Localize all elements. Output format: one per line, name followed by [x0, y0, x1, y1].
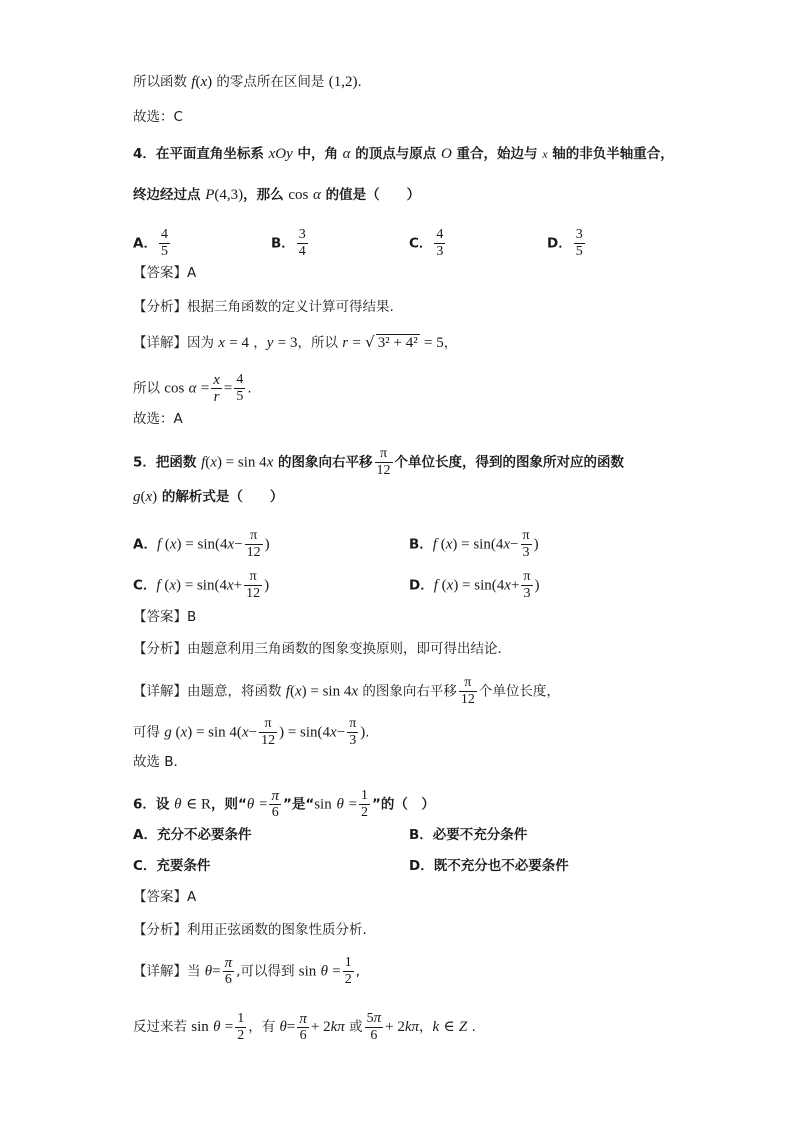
- prev-answer-choice: 故选：C: [133, 109, 183, 125]
- q6-detail-line1: 【详解】当 θ= $\frac{\pi}{6}$ ,可以得到 sin θ = $\frac{1}{2}$ ,: [133, 955, 360, 987]
- q4-option-a[interactable]: A． $\frac{4}{5}$: [133, 227, 168, 259]
- q5-option-a[interactable]: A．f (x) = sin(4x− $\frac{\pi}{12}$ ): [133, 528, 270, 560]
- q6-option-a[interactable]: A．充分不必要条件: [133, 827, 252, 843]
- q4-option-d[interactable]: D． $\frac{3}{5}$: [547, 227, 583, 259]
- prev-conclusion: 所以函数 f(x) 的零点所在区间是 (1,2).: [133, 74, 362, 90]
- q5-option-b[interactable]: B．f (x) = sin(4x− $\frac{\pi}{3}$ ): [409, 528, 539, 560]
- q4-option-c[interactable]: C． $\frac{4}{3}$: [409, 227, 444, 259]
- q4-stem-line2: 终边经过点 P(4,3)，那么 cos α 的值是（ ）: [133, 187, 421, 203]
- q6-answer: 【答案】A: [133, 889, 197, 905]
- q4-detail-line2: 所以 cos α = $\frac{x}{r}$ = $\frac{4}{5}$ .: [133, 372, 252, 405]
- q6-detail-line2: 反过来若 sin θ = $\frac{1}{2}$ ，有 θ= $\frac{\pi}{6}$ + 2kπ 或 $\frac{5\pi}{6}$ + 2kπ，k ∈ Z .: [133, 1010, 476, 1043]
- q4-stem-line1: 4．在平面直角坐标系 xOy 中，角 α 的顶点与原点 O 重合，始边与 x 轴的非负半轴重合，: [133, 146, 674, 162]
- q4-analysis: 【分析】根据三角函数的定义计算可得结果.: [133, 299, 394, 315]
- q5-stem-line1: 5．把函数 f(x) = sin 4x 的图象向右平移 $\frac{\pi}{12}$ 个单位长度，得到的图象所对应的函数: [133, 446, 625, 478]
- q5-answer: 【答案】B: [133, 609, 197, 625]
- q5-option-c[interactable]: C．f (x) = sin(4x+ $\frac{\pi}{12}$ ): [133, 569, 270, 601]
- q5-option-d[interactable]: D．f (x) = sin(4x+ $\frac{\pi}{3}$ ): [409, 569, 540, 601]
- q5-detail-line1: 【详解】由题意，将函数 f(x) = sin 4x 的图象向右平移 $\frac{\pi}{12}$ 个单位长度，: [133, 675, 560, 707]
- q5-detail-line2: 可得 g (x) = sin 4(x− $\frac{\pi}{12}$ ) = sin(4x− $\frac{\pi}{3}$ ).: [133, 716, 370, 748]
- q5-stem-line2: g(x) 的解析式是（ ）: [133, 489, 284, 505]
- q6-option-b[interactable]: B．必要不充分条件: [409, 827, 528, 843]
- q6-stem: 6．设 θ ∈ R，则“θ = $\frac{\pi}{6}$ ”是“sin θ = $\frac{1}{2}$ ”的（ ）: [133, 788, 435, 820]
- q4-answer: 【答案】A: [133, 265, 197, 281]
- q5-analysis: 【分析】由题意利用三角函数的图象变换原则，即可得出结论．: [133, 641, 511, 657]
- q4-detail-line1: 【详解】因为 x = 4 ，y = 3，所以 r = √ 3² + 4² = 5，: [133, 333, 458, 351]
- q5-conclusion: 故选 B．: [133, 754, 188, 770]
- q4-option-b[interactable]: B． $\frac{3}{4}$: [271, 227, 306, 259]
- q6-analysis: 【分析】利用正弦函数的图象性质分析.: [133, 922, 367, 938]
- q4-conclusion: 故选：A: [133, 411, 183, 427]
- q6-option-d[interactable]: D．既不充分也不必要条件: [409, 858, 569, 874]
- q6-option-c[interactable]: C．充要条件: [133, 858, 211, 874]
